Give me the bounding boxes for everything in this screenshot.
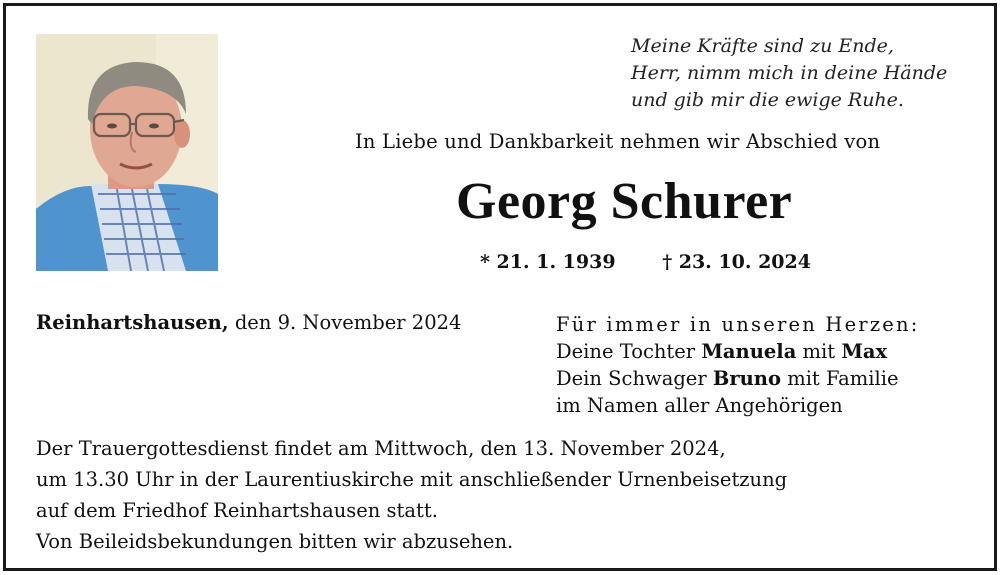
mourner-name: Bruno [712,367,781,390]
notice-line: um 13.30 Uhr in der Laurentiuskirche mit anschließender Urnenbeisetzung [36,468,788,491]
portrait-photo [36,34,218,271]
notice-line: Von Beileidsbekundungen bitten wir abzusehen. [36,530,514,553]
memorial-verse [631,33,971,114]
farewell-intro: In Liebe und Dankbarkeit nehmen wir Abschied von [355,130,881,153]
deceased-name: Georg Schurer [456,173,793,230]
portrait-image [36,34,218,271]
mourner-line: im Namen aller Angehörigen [556,394,843,417]
place-town: Reinhartshausen, [36,311,229,334]
verse-line: und gib mir die ewige Ruhe. [631,89,904,111]
mourner-suffix: mit Familie [781,367,899,390]
mourners-heading: Für immer in unseren Herzen: [556,313,920,336]
mourner-line [556,338,920,365]
verse-line: Meine Kräfte sind zu Ende, [631,35,894,57]
mourner-name: Manuela [701,340,797,363]
place-and-date [36,311,461,334]
mourner-name: Max [841,340,888,363]
service-notice [36,433,787,557]
verse-line: Herr, nimm mich in deine Hände [631,62,948,84]
birth-date: * 21. 1. 1939 [480,251,616,273]
mourner-line [556,365,920,392]
death-date: † 23. 10. 2024 [662,251,811,273]
place-date: den 9. November 2024 [234,311,462,334]
notice-line: Der Trauergottesdienst findet am Mittwoch, den 13. November 2024, [36,437,726,460]
mourners-list [556,311,920,419]
mourner-relation: Dein Schwager [556,367,713,390]
mourner-connector: mit [796,340,842,363]
mourner-relation: Deine Tochter [556,340,702,363]
notice-line: auf dem Friedhof Reinhartshausen statt. [36,499,438,522]
life-dates [480,251,811,273]
